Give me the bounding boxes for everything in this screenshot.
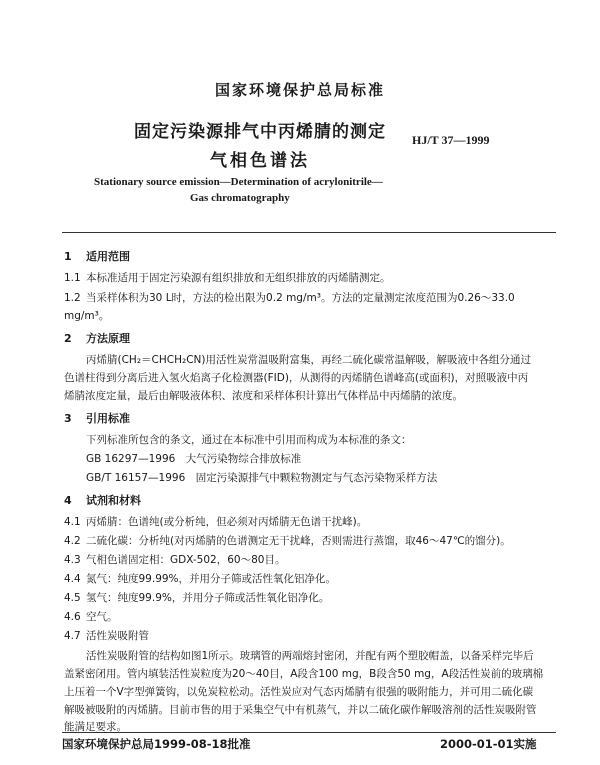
item-number: 4.1 [64, 516, 81, 528]
item-text: 二硫化碳：分析纯(对丙烯腈的色谱测定无干扰峰，否则需进行蒸馏，取46～47℃的馏分)。 [86, 535, 511, 547]
list-item [64, 552, 285, 567]
paragraph-line: 活性炭吸附管的结构如图1所示。玻璃管的两端熔封密闭，并配有两个塑胶帽盖，以备采样完毕后 [86, 650, 534, 662]
section-number: 2 [64, 332, 72, 345]
section-title: 适用范围 [86, 250, 130, 263]
item-number: 1.1 [64, 272, 81, 284]
paragraph-line: mg/m³。 [64, 310, 110, 322]
paragraph-line [64, 270, 391, 285]
standard-number: HJ/T 37—1999 [412, 133, 490, 147]
approval-date: 国家环境保护总局1999-08-18批准 [62, 737, 251, 751]
section-title: 方法原理 [86, 332, 130, 345]
reference-item: GB/T 16157—1996 固定污染源排气中颗粒物测定与气态污染物采样方法 [86, 472, 438, 484]
header-divider [62, 232, 556, 233]
paragraph-line: 盖紧密闭用。管内填装活性炭粒度为20～40目，A段含100 mg，B段含50 mg，A段活性炭前的玻璃棉 [64, 668, 544, 680]
section-2-heading [64, 330, 130, 346]
list-item [64, 609, 118, 624]
paragraph-line: 烯腈浓度定量，最后由解吸液体积、浓度和采样体积计算出气体样品中丙烯腈的浓度。 [64, 390, 463, 402]
agency-name: 国家环境保护总局标准 [214, 81, 385, 99]
section-number: 3 [64, 412, 72, 425]
item-number: 4.6 [64, 611, 81, 623]
item-number: 4.2 [64, 535, 81, 547]
paragraph-line: 上压着一个V字型弹簧钩，以免炭粒松动。活性炭应对气态丙烯腈有很强的吸附能力，并可用二硫化碳 [64, 686, 534, 698]
section-number: 4 [64, 494, 72, 507]
item-text: 气相色谱固定相：GDX-502，60～80目。 [86, 554, 286, 566]
paragraph-line: 能满足要求。 [64, 721, 127, 733]
item-text: 空气。 [86, 611, 118, 623]
section-4-heading [64, 492, 141, 508]
title-line-2: 气相色谱法 [210, 151, 310, 171]
list-item [64, 628, 149, 643]
item-number: 4.3 [64, 554, 81, 566]
section-3-heading [64, 410, 130, 426]
item-number: 4.5 [64, 592, 81, 604]
list-item [64, 571, 336, 586]
implementation-date: 2000-01-01实施 [440, 737, 537, 751]
section-title: 引用标准 [86, 412, 130, 425]
list-item [64, 533, 511, 548]
list-item [64, 590, 329, 605]
item-text: 氢气：纯度99.9%，并用分子筛或活性氧化铝净化。 [86, 592, 330, 604]
section-title: 试剂和材料 [86, 494, 141, 507]
item-text: 当采样体积为30 L时，方法的检出限为0.2 mg/m³。方法的定量测定浓度范围为0.26～33.0 [86, 292, 515, 304]
item-text: 活性炭吸附管 [86, 630, 149, 642]
paragraph-line: 解吸被吸附的丙烯腈。目前市售的用于采集空气中有机蒸气，并以二硫化碳作解吸溶剂的活性炭吸附管 [64, 704, 537, 716]
paragraph-line: 下列标准所包含的条文，通过在本标准中引用而构成为本标准的条文： [86, 434, 412, 446]
section-number: 1 [64, 250, 72, 263]
title-line-1: 固定污染源排气中丙烯腈的测定 [134, 122, 386, 142]
item-number: 4.7 [64, 630, 81, 642]
item-text: 氮气：纯度99.99%，并用分子筛或活性氧化铝净化。 [86, 573, 337, 585]
english-title-line-2: Gas chromatography [190, 192, 290, 204]
footer-divider [62, 732, 556, 733]
paragraph-line: 丙烯腈(CH₂＝CHCH₂CN)用活性炭常温吸附富集，再经二硫化碳常温解吸，解吸液中各组分通过 [86, 354, 531, 366]
item-text: 本标准适用于固定污染源有组织排放和无组织排放的丙烯腈测定。 [86, 272, 391, 284]
paragraph-line: 色谱柱得到分离后进入氢火焰离子化检测器(FID)，从测得的丙烯腈色谱峰高(或面积)，对照吸液中丙 [64, 372, 529, 384]
paragraph-line [64, 290, 515, 305]
reference-item: GB 16297—1996 大气污染物综合排放标准 [86, 453, 302, 465]
item-number: 1.2 [64, 292, 81, 304]
item-text: 丙烯腈：色谱纯(或分析纯，但必须对丙烯腈无色谱干扰峰)。 [86, 516, 368, 528]
section-1-heading [64, 248, 130, 264]
item-number: 4.4 [64, 573, 81, 585]
english-title-line-1: Stationary source emission—Determination of acrylonitrile— [94, 176, 383, 188]
list-item [64, 514, 367, 529]
